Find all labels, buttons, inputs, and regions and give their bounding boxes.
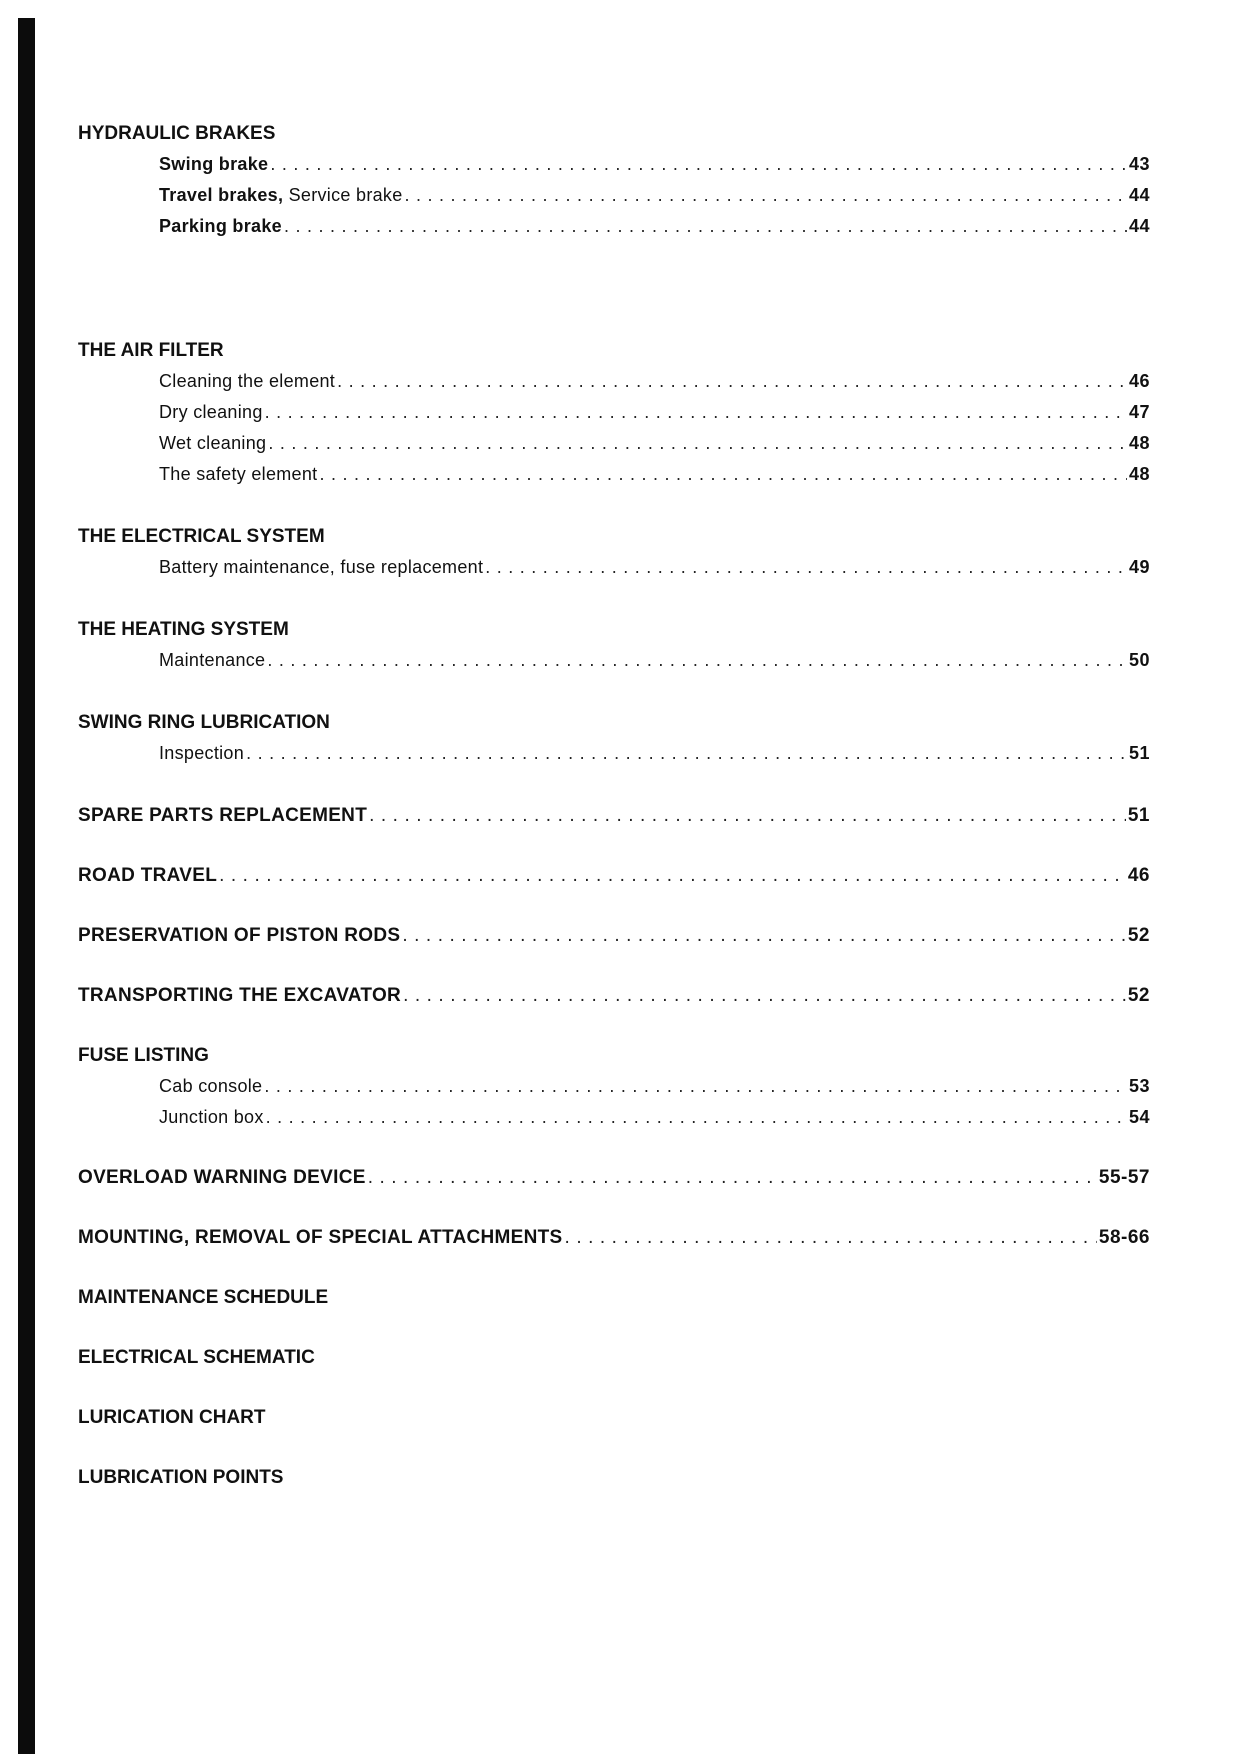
entry-page-number: 44 [1128, 216, 1150, 236]
leader-dots [367, 800, 1126, 831]
leader-dots [266, 428, 1127, 459]
entry-label: Cab console [159, 1076, 263, 1096]
entry-label: ROAD TRAVEL [78, 865, 218, 886]
entry-page-number: 48 [1128, 433, 1150, 453]
leader-dots [335, 366, 1127, 397]
toc-entry-special-attachments[interactable] [78, 1222, 1150, 1253]
toc-heading-lubrication-points[interactable]: LUBRICATION POINTS [78, 1467, 284, 1488]
leader-dots [400, 920, 1126, 951]
toc-entry[interactable] [78, 180, 1150, 211]
toc-entry-overload-warning[interactable] [78, 1162, 1150, 1193]
toc-heading-lurication-chart[interactable]: LURICATION CHART [78, 1407, 266, 1428]
entry-label: SPARE PARTS REPLACEMENT [78, 805, 368, 826]
toc-entry[interactable] [78, 738, 1150, 769]
section-heading: HYDRAULIC BRAKES [78, 123, 276, 144]
entry-page-number: 51 [1128, 743, 1150, 763]
entry-label: Battery maintenance, fuse replacement [159, 557, 484, 577]
section-heading: THE HEATING SYSTEM [78, 619, 289, 640]
entry-label: Parking brake [159, 216, 282, 236]
toc-entry[interactable] [78, 459, 1150, 490]
leader-dots [317, 459, 1126, 490]
binding-edge-bar [18, 18, 35, 1754]
toc-heading-maintenance-schedule[interactable]: MAINTENANCE SCHEDULE [78, 1287, 329, 1308]
entry-label: Travel brakes, Service brake [159, 185, 403, 205]
toc-entry-road-travel[interactable] [78, 860, 1150, 891]
entry-label: TRANSPORTING THE EXCAVATOR [78, 985, 402, 1006]
toc-entry-transporting[interactable] [78, 980, 1150, 1011]
entry-page-number: 58-66 [1098, 1227, 1150, 1248]
toc-entry[interactable] [78, 397, 1150, 428]
entry-label: Wet cleaning [159, 433, 267, 453]
entry-page-number: 50 [1128, 650, 1150, 670]
toc-heading-electrical-schematic[interactable]: ELECTRICAL SCHEMATIC [78, 1347, 315, 1368]
section-heading: THE AIR FILTER [78, 340, 224, 361]
entry-label: OVERLOAD WARNING DEVICE [78, 1167, 366, 1188]
entry-page-number: 51 [1127, 805, 1150, 826]
leader-dots [282, 211, 1127, 242]
leader-dots [265, 645, 1127, 676]
entry-page-number: 52 [1127, 925, 1150, 946]
entry-page-number: 46 [1128, 371, 1150, 391]
entry-label: MOUNTING, REMOVAL OF SPECIAL ATTACHMENTS [78, 1227, 563, 1248]
toc-entry[interactable] [78, 211, 1150, 242]
entry-label: Swing brake [159, 154, 269, 174]
toc-entry[interactable] [78, 645, 1150, 676]
toc-section-air-filter [78, 335, 1150, 490]
toc-section-swing-ring-lubrication [78, 707, 1150, 769]
leader-dots [401, 980, 1126, 1011]
entry-label: Cleaning the element [159, 371, 336, 391]
entry-page-number: 44 [1128, 185, 1150, 205]
toc-entry[interactable] [78, 428, 1150, 459]
section-heading: SWING RING LUBRICATION [78, 712, 330, 733]
section-heading: THE ELECTRICAL SYSTEM [78, 526, 325, 547]
entry-page-number: 54 [1128, 1107, 1150, 1127]
entry-page-number: 47 [1128, 402, 1150, 422]
table-of-contents [78, 118, 1150, 1493]
toc-entry-piston-rods[interactable] [78, 920, 1150, 951]
entry-page-number: 48 [1128, 464, 1150, 484]
leader-dots [403, 180, 1127, 211]
toc-section-heating-system [78, 614, 1150, 676]
leader-dots [263, 397, 1127, 428]
entry-label: PRESERVATION OF PISTON RODS [78, 925, 401, 946]
leader-dots [268, 149, 1127, 180]
toc-entry[interactable] [78, 1102, 1150, 1133]
toc-section-electrical-system [78, 521, 1150, 583]
leader-dots [262, 1071, 1127, 1102]
toc-section-fuse-listing [78, 1040, 1150, 1133]
toc-entry[interactable] [78, 1071, 1150, 1102]
toc-section-hydraulic-brakes [78, 118, 1150, 242]
leader-dots [264, 1102, 1127, 1133]
entry-label: Junction box [159, 1107, 264, 1127]
toc-entry[interactable] [78, 149, 1150, 180]
leader-dots [366, 1162, 1097, 1193]
entry-page-number: 46 [1127, 865, 1150, 886]
leader-dots [563, 1222, 1097, 1253]
leader-dots [483, 552, 1127, 583]
leader-dots [244, 738, 1127, 769]
entry-page-number: 53 [1128, 1076, 1150, 1096]
entry-page-number: 43 [1128, 154, 1150, 174]
toc-entry[interactable] [78, 552, 1150, 583]
toc-entry-spare-parts[interactable] [78, 800, 1150, 831]
entry-page-number: 49 [1128, 557, 1150, 577]
toc-entry[interactable] [78, 366, 1150, 397]
entry-label: Inspection [159, 743, 245, 763]
entry-label: Dry cleaning [159, 402, 263, 422]
entry-page-number: 52 [1127, 985, 1150, 1006]
section-heading: FUSE LISTING [78, 1045, 209, 1066]
leader-dots [217, 860, 1126, 891]
entry-label: The safety element [159, 464, 318, 484]
entry-page-number: 55-57 [1098, 1167, 1150, 1188]
entry-label: Maintenance [159, 650, 266, 670]
